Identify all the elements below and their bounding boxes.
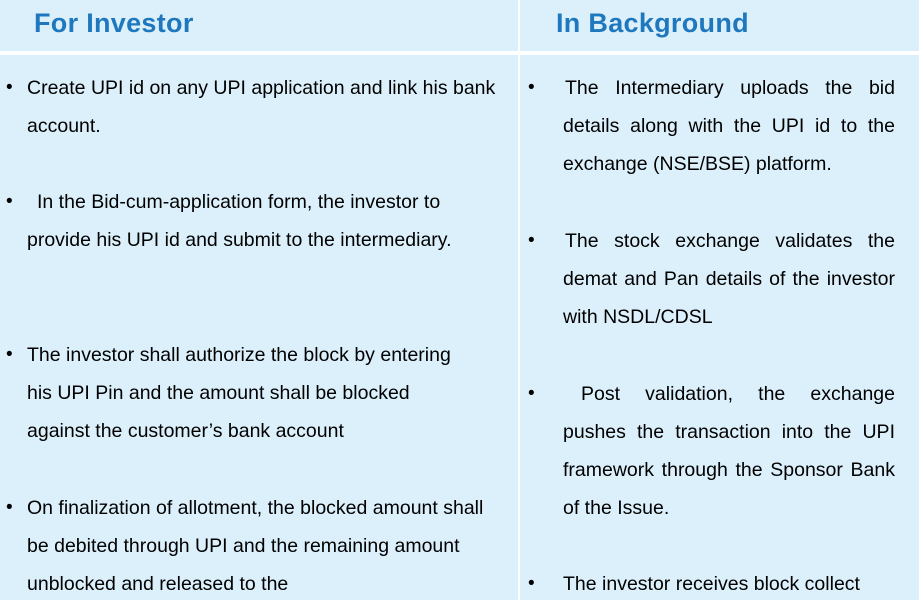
bullet: • [528, 230, 535, 251]
column-divider [518, 0, 520, 600]
list-item-text: The investor shall authorize the block by entering his UPI Pin and the amount shall be blocked against the customer’s bank account [27, 344, 451, 442]
list-item-text: The investor receives block collect [563, 573, 860, 595]
list-item-text: In the Bid-cum-application form, the investor to provide his UPI id and submit to the intermediary. [27, 191, 452, 251]
investor-column [0, 55, 518, 600]
bullet: • [528, 77, 535, 98]
background-column [520, 55, 919, 600]
list-item-text: The stock exchange validates the demat and Pan details of the investor with NSDL/CDSL [563, 230, 895, 328]
bullet: • [6, 77, 13, 98]
bullet: • [6, 191, 13, 212]
list-item-text: The Intermediary uploads the bid details along with the UPI id to the exchange (NSE/BSE) platform. [563, 77, 895, 175]
header-for-investor [0, 0, 518, 53]
list-item-text: Post validation, the exchange pushes the transaction into the UPI framework through the Sponsor Bank of the Issue. [563, 383, 895, 519]
header-in-background [520, 0, 919, 53]
bullet: • [528, 383, 535, 404]
bullet: • [528, 573, 535, 594]
header-title: In Background [556, 8, 749, 38]
header-title: For Investor [34, 8, 194, 38]
list-item-text: On finalization of allotment, the blocked amount shall be debited through UPI and the remaining amount unblocked and released to the [27, 497, 484, 595]
bullet: • [6, 344, 13, 365]
bullet: • [6, 497, 13, 518]
list-item-text: Create UPI id on any UPI application and link his bank account. [27, 77, 496, 137]
